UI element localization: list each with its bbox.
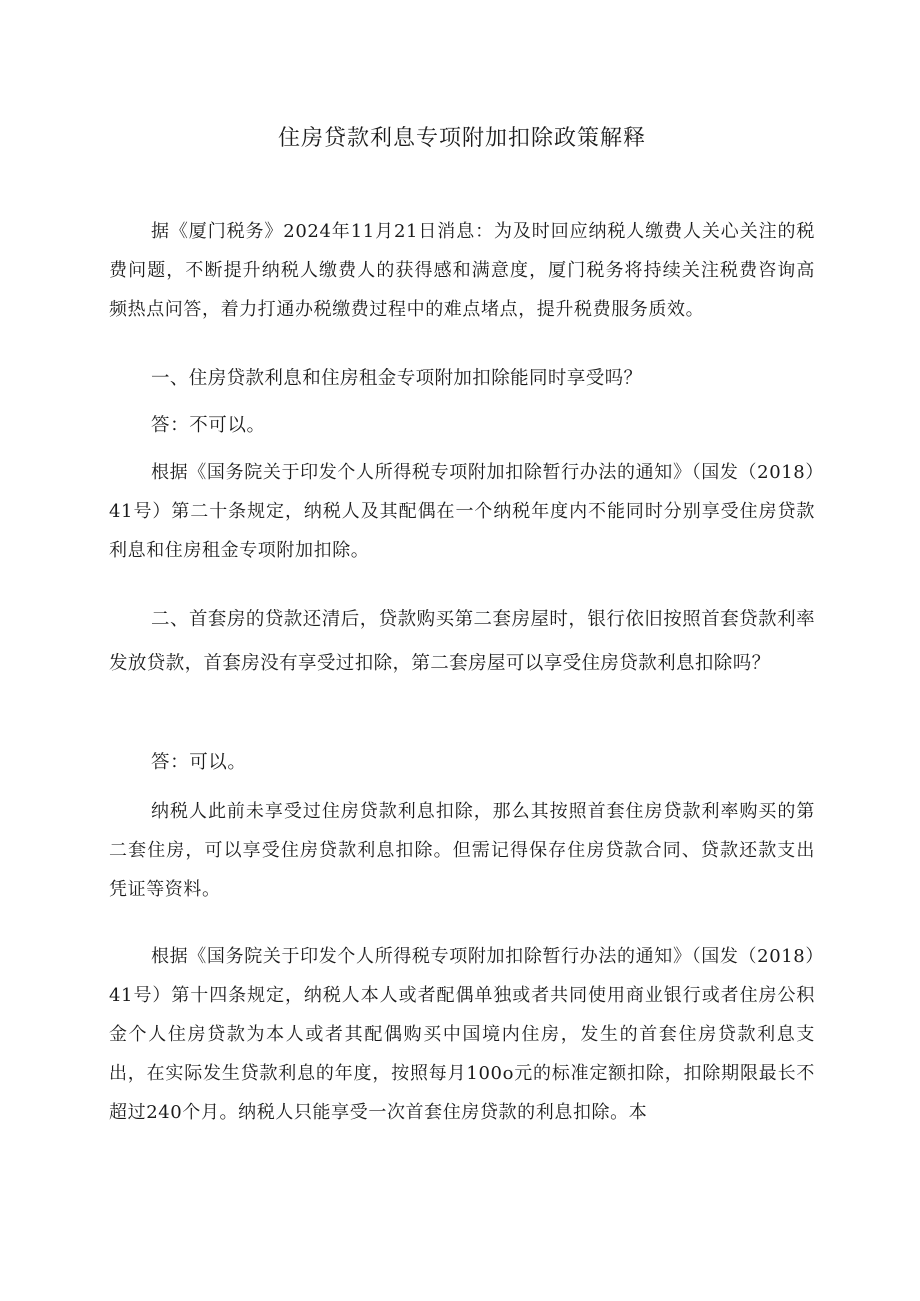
- answer-2: 答：可以。: [151, 752, 247, 773]
- explanation-2b: 根据《国务院关于印发个人所得税专项附加扣除暂行办法的通知》（国发（2018）41号）第十四条规定，纳税人本人或者配偶单独或者共同使用商业银行或者住房公积金个人住房贷款为本人或者其配偶购买中国境内住房，发生的首套住房贷款利息支出，在实际发生贷款利息的年度，按照每月100o元的标准定额扣除，扣除期限最长不超过240个月。纳税人只能享受一次首套住房贷款的利息扣除。本: [109, 946, 815, 1123]
- document-title: 住房贷款利息专项附加扣除政策解释: [277, 126, 646, 151]
- intro-paragraph: 据《厦门税务》2024年11月21日消息：为及时回应纳税人缴费人关心关注的税费问题，不断提升纳税人缴费人的获得感和满意度，厦门税务将持续关注税费咨询高频热点问答，着力打通办税缴费过程中的难点堵点，提升税费服务质效。: [109, 221, 815, 320]
- question-2: 二、首套房的贷款还清后，贷款购买第二套房屋时，银行依旧按照首套贷款利率发放贷款，首套房没有享受过扣除，第二套房屋可以享受住房贷款利息扣除吗？: [109, 609, 815, 674]
- answer-1: 答：不可以。: [151, 415, 266, 436]
- question-1: 一、住房贷款利息和住房租金专项附加扣除能同时享受吗？: [151, 368, 643, 389]
- explanation-2a: 纳税人此前未享受过住房贷款利息扣除，那么其按照首套住房贷款利率购买的第二套住房，可以享受住房贷款利息扣除。但需记得保存住房贷款合同、贷款还款支出凭证等资料。: [109, 801, 815, 900]
- explanation-1: 根据《国务院关于印发个人所得税专项附加扣除暂行办法的通知》（国发（2018）41号）第二十条规定，纳税人及其配偶在一个纳税年度内不能同时分别享受住房贷款利息和住房租金专项附加扣除。: [109, 462, 815, 561]
